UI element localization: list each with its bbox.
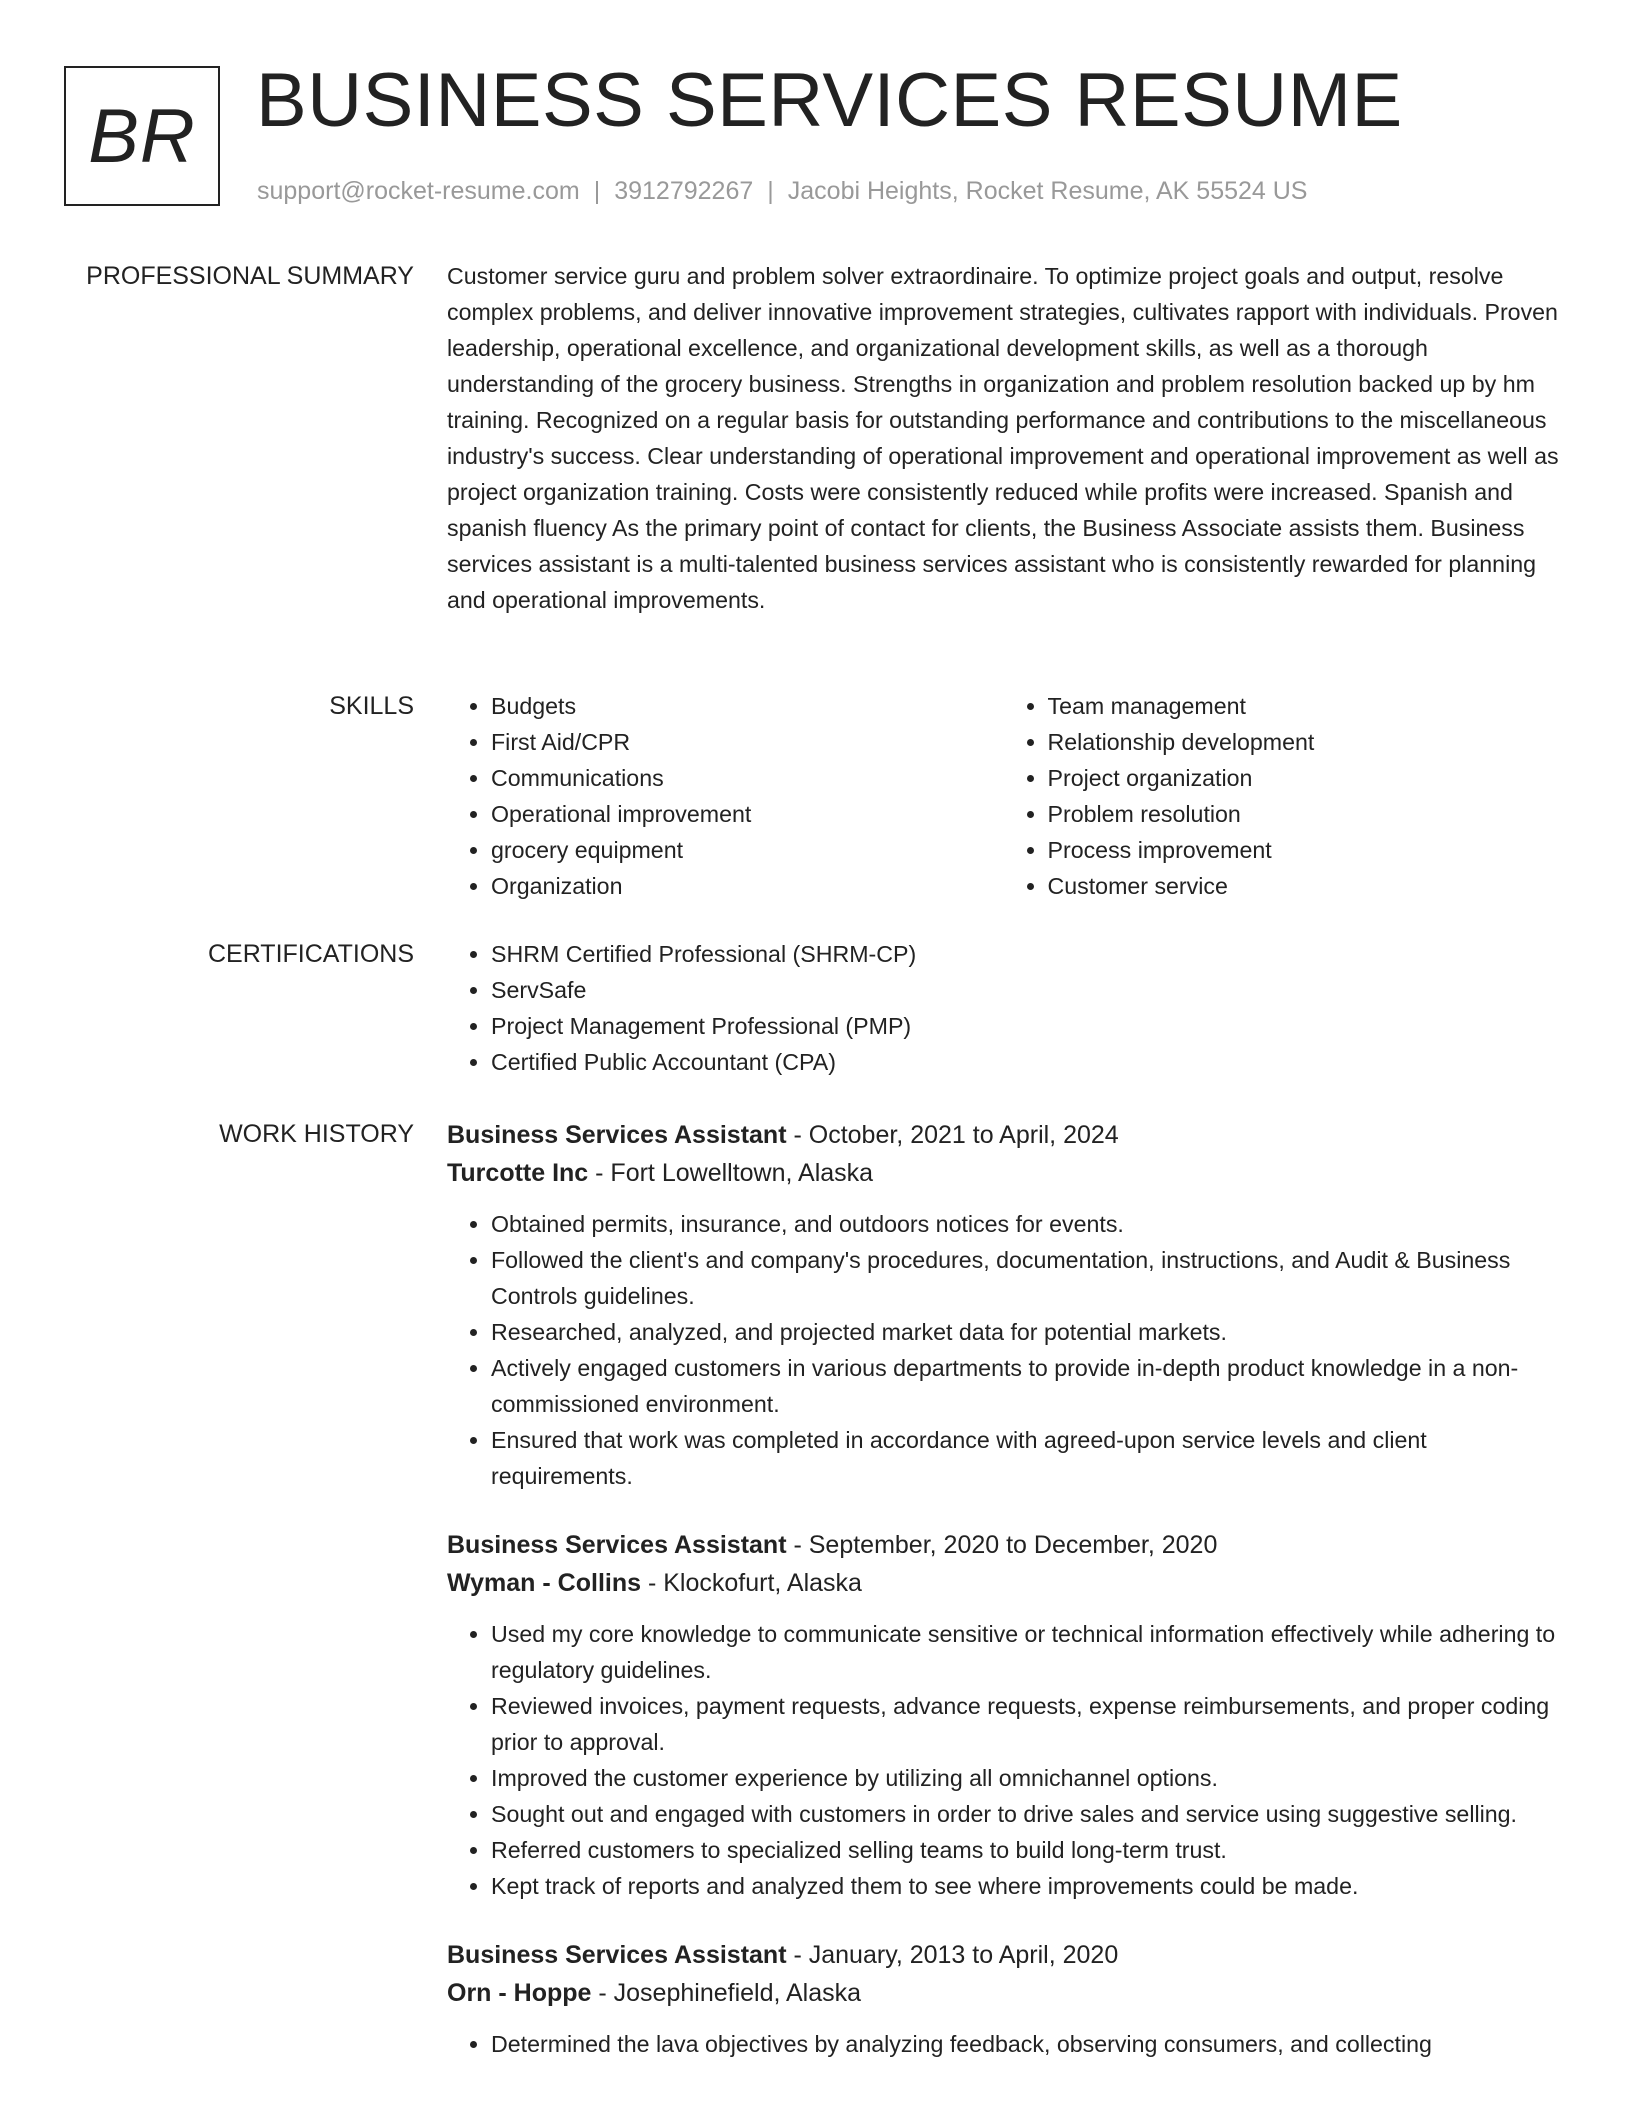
job-bullet: • Sought out and engaged with customers in order to drive sales and service using suggestive selling. (491, 1796, 1560, 1832)
job-bullet: • Obtained permits, insurance, and outdoors notices for events. (491, 1206, 1560, 1242)
monogram-logo: BR (64, 66, 220, 206)
job-company-line (447, 1974, 1560, 2012)
skills-list-left (447, 688, 1004, 904)
job-title-line (447, 1116, 1560, 1154)
skill-item: • Process improvement (1048, 832, 1561, 868)
job-company-line (447, 1154, 1560, 1192)
job-bullet: • Followed the client's and company's procedures, documentation, instructions, and Audit & Business Controls guidelines. (491, 1242, 1560, 1314)
work-history-body (447, 1116, 1560, 2094)
certifications-list (447, 936, 1560, 1080)
contact-line (257, 174, 1307, 208)
job-bullet: • Reviewed invoices, payment requests, advance requests, expense reimbursements, and proper coding prior to approval. (491, 1688, 1560, 1760)
section-label-skills: SKILLS (329, 692, 414, 720)
certification-item: • SHRM Certified Professional (SHRM-CP) (491, 936, 1560, 972)
summary-body (447, 258, 1560, 618)
job-entry (447, 1936, 1560, 2062)
skill-item: • Organization (491, 868, 1004, 904)
section-label-summary: PROFESSIONAL SUMMARY (86, 262, 414, 290)
job-role: Business Services Assistant (447, 1531, 787, 1559)
job-dates: - January, 2013 to April, 2020 (786, 1941, 1119, 1969)
certification-item: • ServSafe (491, 972, 1560, 1008)
section-label-certifications: CERTIFICATIONS (207, 940, 414, 968)
job-title-line (447, 1526, 1560, 1564)
job-bullet: • Researched, analyzed, and projected market data for potential markets. (491, 1314, 1560, 1350)
skill-item: • grocery equipment (491, 832, 1004, 868)
skill-item: • Budgets (491, 688, 1004, 724)
job-role: Business Services Assistant (447, 1941, 787, 1969)
skill-item: • Team management (1048, 688, 1561, 724)
job-company: Orn - Hoppe (447, 1979, 592, 2007)
contact-separator: | (767, 177, 774, 205)
contact-email: support@rocket-resume.com (257, 177, 580, 205)
job-role: Business Services Assistant (447, 1121, 787, 1149)
skill-item: • Communications (491, 760, 1004, 796)
job-dates: - October, 2021 to April, 2024 (786, 1121, 1119, 1149)
job-bullet: • Improved the customer experience by utilizing all omnichannel options. (491, 1760, 1560, 1796)
job-title-line (447, 1936, 1560, 1974)
job-entry (447, 1116, 1560, 1494)
job-company: Turcotte Inc (447, 1159, 589, 1187)
job-company: Wyman - Collins (447, 1569, 642, 1597)
skill-item: • First Aid/CPR (491, 724, 1004, 760)
job-bullet: • Referred customers to specialized selling teams to build long-term trust. (491, 1832, 1560, 1868)
job-bullet: • Actively engaged customers in various departments to provide in-depth product knowledge in a non-commissioned environment. (491, 1350, 1560, 1422)
certifications-body (447, 936, 1560, 1080)
job-bullet: • Used my core knowledge to communicate sensitive or technical information effectively while adhering to regulatory guidelines. (491, 1616, 1560, 1688)
job-bullet: • Kept track of reports and analyzed them to see where improvements could be made. (491, 1868, 1560, 1904)
job-location: - Fort Lowelltown, Alaska (588, 1159, 874, 1187)
job-entry (447, 1526, 1560, 1904)
certification-item: • Project Management Professional (PMP) (491, 1008, 1560, 1044)
skill-item: • Customer service (1048, 868, 1561, 904)
contact-phone: 3912792267 (614, 177, 754, 205)
certification-item: • Certified Public Accountant (CPA) (491, 1044, 1560, 1080)
summary-text: Customer service guru and problem solver extraordinaire. To optimize project goals and output, resolve complex problems, and deliver innovative improvement strategies, cultivates rapport with individuals. Proven leadership, operational excellence, and organizational development skills, as well as a thorough understanding of the grocery business. Strengths in organization and problem resolution backed up by hm training. Recognized on a regular basis for outstanding performance and contributions to the miscellaneous industry's success. Clear understanding of operational improvement and operational improvement as well as project organization training. Costs were consistently reduced while profits were increased. Spanish and spanish fluency As the primary point of contact for clients, the Business Associate assists them. Business services assistant is a multi-talented business services assistant who is consistently rewarded for planning and operational improvements. (447, 263, 1559, 613)
job-company-line (447, 1564, 1560, 1602)
skills-list-right (1004, 688, 1561, 904)
job-bullet: • Determined the lava objectives by analyzing feedback, observing consumers, and collecting (491, 2026, 1560, 2062)
skills-body (447, 688, 1560, 904)
section-label-work-history: WORK HISTORY (219, 1120, 414, 1148)
job-bullets (447, 2026, 1560, 2062)
page-title: BUSINESS SERVICES RESUME (256, 58, 1403, 143)
skill-item: • Relationship development (1048, 724, 1561, 760)
contact-separator: | (593, 177, 601, 205)
job-bullet: • Ensured that work was completed in accordance with agreed-upon service levels and client requirements. (491, 1422, 1560, 1494)
job-dates: - September, 2020 to December, 2020 (786, 1531, 1218, 1559)
contact-address: Jacobi Heights, Rocket Resume, AK 55524 US (787, 177, 1308, 205)
skill-item: • Project organization (1048, 760, 1561, 796)
job-bullets (447, 1616, 1560, 1904)
skill-item: • Problem resolution (1048, 796, 1561, 832)
job-location: - Klockofurt, Alaska (641, 1569, 862, 1597)
job-location: - Josephinefield, Alaska (591, 1979, 862, 2007)
job-bullets (447, 1206, 1560, 1494)
skills-grid (447, 688, 1560, 904)
skill-item: • Operational improvement (491, 796, 1004, 832)
